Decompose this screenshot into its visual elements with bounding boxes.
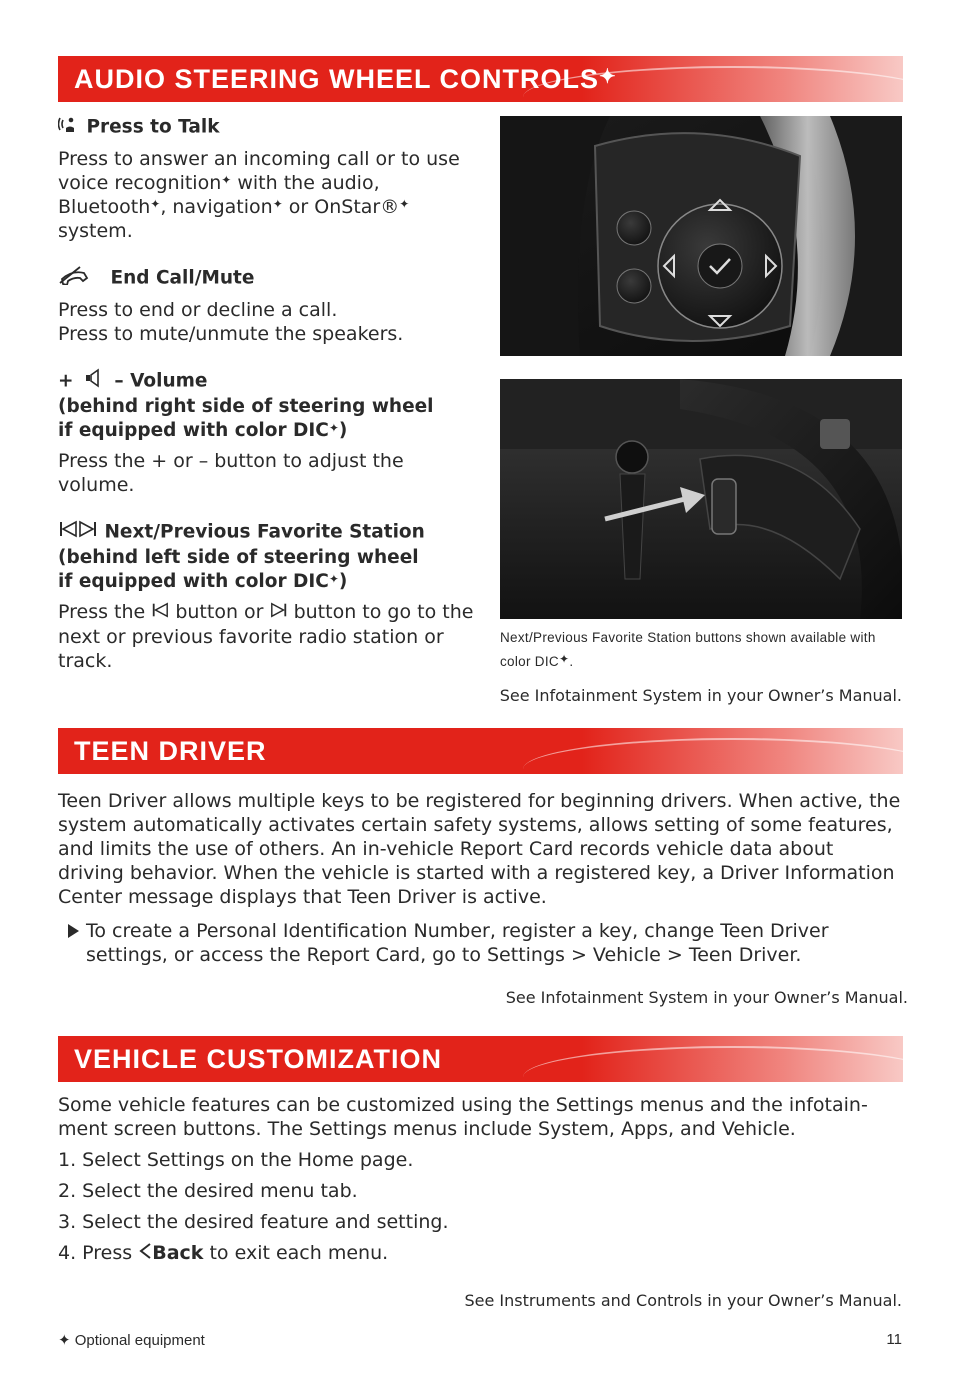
volume-block: + – Volume (behind right side of steering wheel if equipped with color DIC✦) Press the + or – button to adjust the volume. xyxy=(58,368,478,497)
previous-station-icon xyxy=(151,601,169,625)
section-title: AUDIO STEERING WHEEL CONTROLS xyxy=(74,64,600,94)
list-item: 3. Select the desired feature and setting. xyxy=(58,1211,449,1233)
end-call-icon xyxy=(58,265,94,292)
section-banner-teen xyxy=(58,728,903,774)
teen-driver-bullet: To create a Personal Identification Number, register a key, change Teen Driver settings, or access the Report Card, go to Settings > Vehicle > Teen Driver. xyxy=(68,919,898,967)
behind-wheel-buttons-photo xyxy=(500,379,902,619)
section-banner-audio xyxy=(58,56,903,102)
previous-station-icon xyxy=(58,519,78,546)
optional-star-icon: ✦ xyxy=(58,1332,71,1349)
bullet-arrow-icon xyxy=(68,924,79,938)
speaker-icon xyxy=(84,368,104,395)
list-item: 1. Select Settings on the Home page. xyxy=(58,1149,414,1171)
optional-star-icon: ✦ xyxy=(599,66,617,88)
audio-controls-text xyxy=(58,114,478,673)
customization-description: Some vehicle features can be customized using the Settings menus and the infotain-ment screen buttons. The Settings menus include System, Apps, and Vehicle. xyxy=(58,1094,868,1140)
end-call-block: End Call/Mute Press to end or decline a call. Press to mute/unmute the speakers. xyxy=(58,265,478,346)
page-number: 11 xyxy=(886,1331,902,1348)
customization-steps xyxy=(58,1093,903,1266)
press-to-talk-block: Press to Talk Press to answer an incoming call or to use voice recognition✦ with the audio, Bluetooth✦, navigation✦ or OnStar®✦ system. xyxy=(58,114,478,243)
next-station-icon xyxy=(78,519,98,546)
chevron-left-icon xyxy=(138,1242,152,1266)
audio-reference: See Infotainment System in your Owner’s Manual. xyxy=(499,686,902,705)
optional-equipment-note: ✦ Optional equipment xyxy=(58,1332,205,1349)
photo-caption: Next/Previous Favorite Station buttons shown available with color DIC✦. xyxy=(500,630,876,669)
list-item: 2. Select the desired menu tab. xyxy=(58,1180,358,1202)
customization-reference: See Instruments and Controls in your Owner’s Manual. xyxy=(464,1291,902,1310)
steering-wheel-controls-photo xyxy=(500,116,902,356)
favorite-station-block: Next/Previous Favorite Station (behind left side of steering wheel if equipped with color DIC✦) Press the button or button to go to the next or previous favorite radio station or track. xyxy=(58,519,478,673)
section-banner-customization xyxy=(58,1036,903,1082)
section-title: TEEN DRIVER xyxy=(74,736,267,766)
section-title: VEHICLE CUSTOMIZATION xyxy=(74,1044,443,1074)
next-station-icon xyxy=(270,601,288,625)
teen-driver-description: Teen Driver allows multiple keys to be registered for beginning drivers. When active, the system automatically activates certain safety systems, allows setting of some features, and limits the use of others. An in-vehicle Report Card records vehicle data about driving behavior. When the vehicle is started with a registered key, a Driver Information Center message displays that Teen Driver is active. xyxy=(58,790,901,908)
list-item: 4. Press Back to exit each menu. xyxy=(58,1242,389,1264)
voice-talk-icon xyxy=(58,114,80,141)
teen-reference: See Infotainment System in your Owner’s Manual. xyxy=(505,988,908,1007)
